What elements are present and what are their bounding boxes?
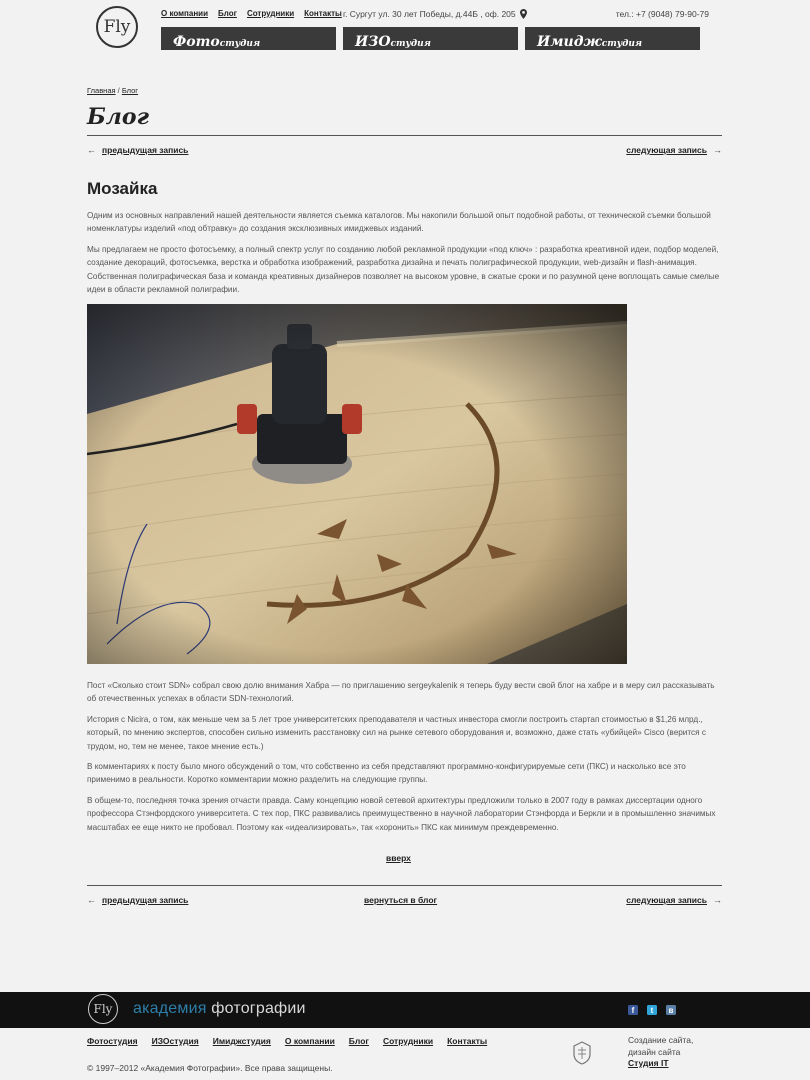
post-title: Мозайка (87, 179, 158, 198)
post-paragraph: В общем-то, последняя точка зрения отчасти правда. Саму концепцию новой сетевой архитектуры предложили только в 2007 году в рамках диссертации одного профессора Стэнфордского университета. С тех пор, ПКС развивались преимущественно в научной лаборатории Стэнфорда и Беркли и в промышленно значимых масштабах ее еще никто не пробовал. Поэтому как «идеализировать», так «хоронить» ПКС как минимум преждевременно. (87, 796, 716, 832)
back-to-blog[interactable] (364, 895, 437, 905)
next-post-label[interactable]: следующая запись (626, 145, 707, 155)
photo-illustration (87, 304, 627, 664)
nav-contacts[interactable]: Контакты (304, 9, 342, 18)
copyright: © 1997–2012 «Академия Фотографии». Все права защищены. (87, 1063, 333, 1073)
back-to-top (386, 853, 411, 863)
academy-wordmark (133, 1000, 306, 1018)
post-paragraph: Пост «Сколько стоит SDN» собрал свою долю внимания Хабра — по приглашению sergeykalenik я теперь буду вести свой блог на хабре и в меру сил рассказывать об отечественных успехах в области SDN-технологий. (87, 681, 715, 704)
address-text: г. Сургут ул. 30 лет Победы, д.44Б , оф. 205 (343, 9, 516, 19)
footer-nav-image[interactable]: Имиджстудия (212, 1036, 271, 1046)
studio-main-label: ИЗО (355, 34, 391, 50)
footer-nav-staff[interactable]: Сотрудники (382, 1036, 434, 1046)
nav-about[interactable]: О компании (161, 9, 208, 18)
footer-nav-about[interactable]: О компании (284, 1036, 335, 1046)
studio-sub-label: студия (390, 39, 431, 49)
post-photo-router-wood-carving (87, 304, 627, 664)
arrow-left-icon: ← (87, 145, 96, 155)
vkontakte-icon[interactable]: в (666, 1005, 676, 1015)
nav-staff[interactable]: Сотрудники (246, 9, 295, 18)
footer-nav-photo[interactable]: Фотостудия (87, 1036, 138, 1046)
studio-image-button[interactable] (525, 27, 700, 50)
top-nav (161, 9, 342, 18)
back-to-blog-label[interactable]: вернуться в блог (364, 895, 438, 905)
crest-icon (571, 1040, 593, 1066)
nav-blog[interactable]: Блог (218, 9, 237, 18)
breadcrumb-separator: / (117, 86, 120, 95)
academy-word-1: академия (133, 1000, 207, 1017)
footer-nav-blog[interactable]: Блог (348, 1036, 369, 1046)
breadcrumb-home[interactable]: Главная (87, 86, 116, 95)
footer-nav-art[interactable]: ИЗОстудия (151, 1036, 199, 1046)
studio-main-label: Имидж (537, 34, 602, 50)
logo-text: Fly (103, 17, 131, 37)
map-pin-icon[interactable] (520, 9, 527, 19)
social-links (628, 1005, 676, 1015)
breadcrumb (87, 86, 138, 95)
arrow-left-icon: ← (87, 895, 96, 905)
footer-nav (87, 1036, 487, 1046)
site-credit (628, 1035, 693, 1070)
site-logo[interactable] (96, 6, 138, 48)
twitter-icon[interactable]: t (647, 1005, 657, 1015)
post-paragraph: В комментариях к посту было много обсуждений о том, что собственно из себя представляют программно-конфигурируемые сети (ПКС) и насколько все это применимо в реальности. Коротко комментарии можно разделить на следующие группы. (87, 762, 686, 785)
footer-logo[interactable] (88, 994, 118, 1024)
page-title: Блог (87, 104, 149, 130)
next-post-label[interactable]: следующая запись (626, 895, 707, 905)
next-post-link-bottom[interactable] (626, 895, 722, 905)
studio-it-link[interactable]: Студия IT (628, 1058, 669, 1068)
credit-line-2: дизайн сайта (628, 1046, 681, 1057)
studio-art-button[interactable] (343, 27, 518, 50)
prev-post-label[interactable]: предыдущая запись (102, 895, 189, 905)
back-to-top-link[interactable]: вверх (386, 853, 411, 863)
breadcrumb-current[interactable]: Блог (121, 86, 139, 95)
address (343, 9, 527, 19)
post-paragraph: История с Nicira, о том, как меньше чем за 5 лет трое университетских преподавателя и частных инвестора смогли построить стартап стоимостью в $1,26 млрд., который, по мнению экспертов, способен сильно изменить расстановку сил на рынке сетевого оборудования и, возможно, даже стать «убийцей» Cisco (верится с трудом, но, тем не менее, такое мнение есть.) (87, 715, 706, 751)
facebook-icon[interactable]: f (628, 1005, 638, 1015)
arrow-right-icon: → (713, 895, 722, 905)
studio-sub-label: студия (219, 39, 261, 49)
footer-nav-contacts[interactable]: Контакты (447, 1036, 488, 1046)
prev-post-link-bottom[interactable] (87, 895, 188, 905)
studio-photo-button[interactable] (161, 27, 336, 50)
post-paragraph: Мы предлагаем не просто фотосъемку, а полный спектр услуг по созданию любой рекламной продукции «под ключ» : разработка креативной идеи, подбор моделей, создание декораций, фотосъемка, верстка и обработка изображений, разработка дизайна и печать полиграфической продукции, web-дизайн и flash-анимация. Собственная полиграфическая база и команда креативных дизайнеров позволяет на высоком уровне, в сжатые сроки и по разумной цене воплощать самые смелые идеи в области рекламной полиграфии. (87, 245, 720, 294)
footer-bar (0, 992, 810, 1028)
footer-logo-text: Fly (93, 1002, 113, 1016)
post-paragraph: Одним из основных направлений нашей деятельности является съемка каталогов. Мы накопили большой опыт подобной работы, от технической съемки большой номенклатуры изделий «под обтравку» до создания эксклюзивных имиджевых изданий. (87, 211, 711, 234)
studio-menu (161, 27, 700, 50)
studio-main-label: Фото (173, 34, 220, 50)
divider (87, 135, 722, 136)
prev-post-label[interactable]: предыдущая запись (102, 145, 189, 155)
phone-number: тел.: +7 (9048) 79-90-79 (615, 9, 709, 19)
next-post-link[interactable] (626, 145, 722, 155)
arrow-right-icon: → (713, 145, 722, 155)
divider (87, 885, 722, 886)
prev-post-link[interactable] (87, 145, 188, 155)
credit-line-1: Создание сайта, (628, 1035, 694, 1045)
academy-word-2: фотографии (211, 1000, 306, 1017)
studio-sub-label: студия (601, 39, 643, 49)
